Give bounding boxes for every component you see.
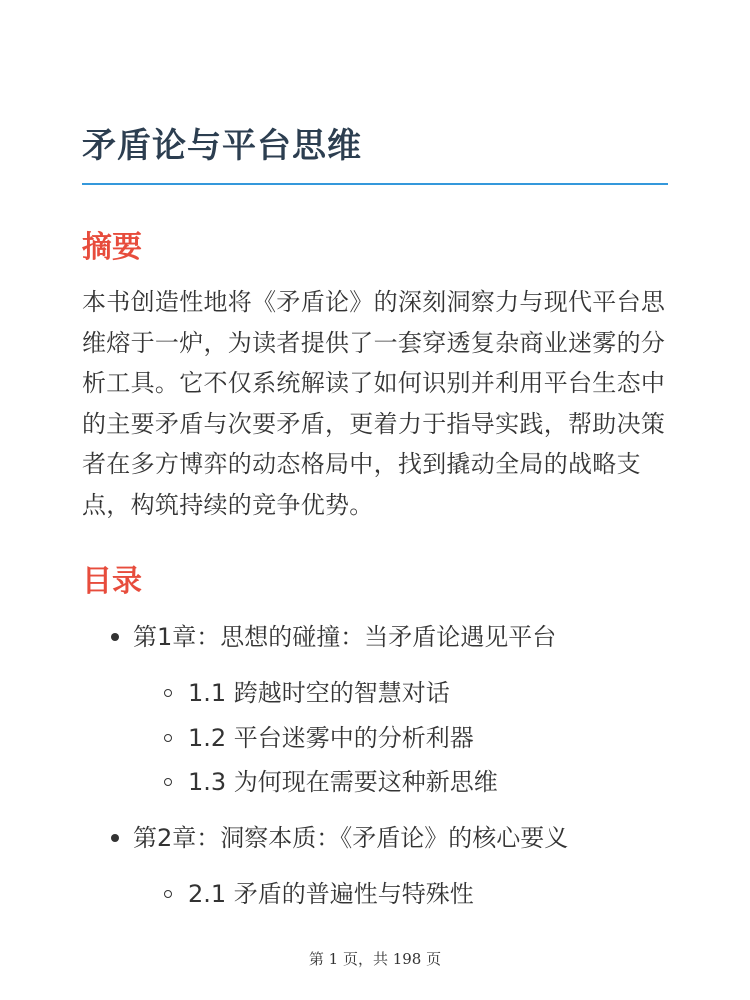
toc-section-1-2[interactable]: 1.2 平台迷雾中的分析利器 [188, 724, 474, 752]
page-footer: 第 1 页，共 198 页 [308, 950, 442, 968]
toc-chapter-2[interactable]: 第2章：洞察本质：《矛盾论》的核心要义 [133, 824, 569, 852]
bullet-circle-icon [164, 689, 172, 697]
page-title: 矛盾论与平台思维 [82, 126, 362, 166]
abstract-heading: 摘要 [82, 230, 142, 265]
toc-section-2-1[interactable]: 2.1 矛盾的普遍性与特殊性 [188, 880, 474, 908]
bullet-circle-icon [164, 778, 172, 786]
bullet-disc-icon [111, 633, 119, 641]
bullet-circle-icon [164, 734, 172, 742]
toc-section-1-1[interactable]: 1.1 跨越时空的智慧对话 [188, 679, 450, 707]
bullet-disc-icon [111, 834, 119, 842]
toc-section-1-3[interactable]: 1.3 为何现在需要这种新思维 [188, 768, 498, 796]
toc-chapter-1[interactable]: 第1章：思想的碰撞：当矛盾论遇见平台 [133, 623, 557, 651]
bullet-circle-icon [164, 890, 172, 898]
toc-heading: 目录 [82, 564, 142, 599]
abstract-text: 本书创造性地将《矛盾论》的深刻洞察力与现代平台思维熔于一炉，为读者提供了一套穿透复杂商业迷雾的分析工具。它不仅系统解读了如何识别并利用平台生态中的主要矛盾与次要矛盾，更着力于指导实践，帮助决策者在多方博弈的动态格局中，找到撬动全局的战略支点，构筑持续的竞争优势。 [82, 288, 666, 519]
